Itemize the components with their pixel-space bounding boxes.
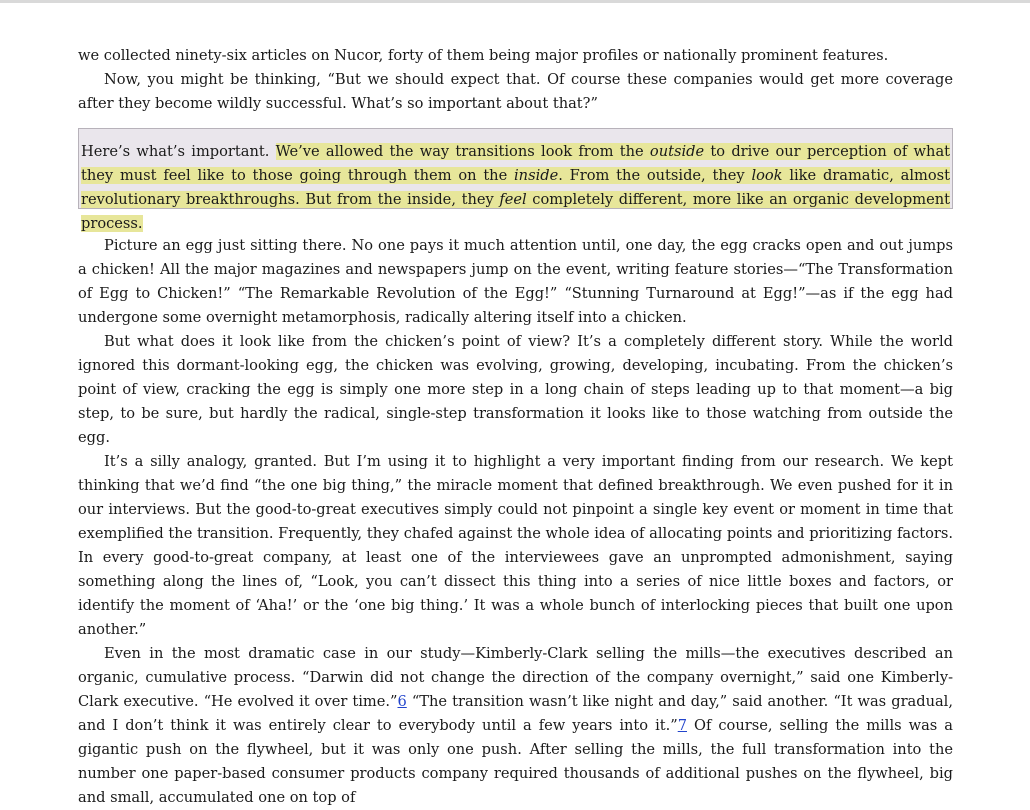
window-top-border <box>0 0 1030 3</box>
paragraph-chicken-view: But what does it look like from the chicken’s point of view? It’s a completely different story. While the world ignored this dormant-looking egg, the chicken was evolving, growing, developing, incubating. From the chicken’s point of view, cracking the egg is simply one more step in a long chain of steps leading up to that moment—a big step, to be sure, but hardly the radical, single-step transformation it looks like to those watching from outside the egg. <box>78 333 953 446</box>
paragraph-kimberly-clark: Even in the most dramatic case in our study—Kimberly-Clark selling the mills—the executives described an organic, cumulative process. “Darwin did not change the direction of the company overnight,” said one Kimberly-Clark executive. “He evolved it over time.”6 “The transition wasn’t like night and day,” said another. “It was gradual, and I don’t think it was entirely clear to everybody until a few years into it.”7 Of course, selling the mills was a gigantic push on the flywheel, but it was only one push. After selling the mills, the full transformation into the number one paper-based consumer products company required thousands of additional pushes on the flywheel, big and small, accumulated one on top of <box>78 645 953 806</box>
document-page <box>78 44 953 810</box>
footnote-link-6[interactable]: 6 <box>397 693 407 710</box>
paragraph-silly-analogy: It’s a silly analogy, granted. But I’m using it to highlight a very important finding from our research. We kept thinking that we’d find “the one big thing,” the miracle moment that defined breakthrough. We even pushed for it in our interviews. But the good-to-great executives simply could not pinpoint a single key event or moment in time that exemplified the transition. Frequently, they chafed against the whole idea of allocating points and prioritizing factors. In every good-to-great company, at least one of the interviewees gave an unprompted admonishment, saying something along the lines of, “Look, you can’t dissect this thing into a series of nice little boxes and factors, or identify the moment of ‘Aha!’ or the ‘one big thing.’ It was a whole bunch of interlocking pieces that built one upon another.” <box>78 453 953 638</box>
paragraph-egg: Picture an egg just sitting there. No one pays it much attention until, one day, the egg cracks open and out jumps a chicken! All the major magazines and newspapers jump on the event, writing feature stories—“The Transformation of Egg to Chicken!” “The Remarkable Revolution of the Egg!” “Stunning Turnaround at Egg!”—as if the egg had undergone some overnight metamorphosis, radically altering itself into a chicken. <box>78 237 953 326</box>
paragraph-nucor: we collected ninety-six articles on Nucor, forty of them being major profiles or nationally prominent features. <box>78 47 889 64</box>
passage-intro: Here’s what’s important. <box>81 143 276 160</box>
selected-passage-box[interactable] <box>78 128 953 232</box>
text-highlight[interactable]: We’ve allowed the way transitions look from the outside to drive our perception of what they must feel like to those going through them on the inside. From the outside, they look like dramatic, almost revolutionary breakthroughs. But from the inside, they feel completely different, more like an organic development process. <box>81 143 951 232</box>
paragraph-expect-that: Now, you might be thinking, “But we should expect that. Of course these companies would get more coverage after they become wildly successful. What’s so important about that?” <box>78 71 953 112</box>
footnote-link-7[interactable]: 7 <box>677 717 687 734</box>
